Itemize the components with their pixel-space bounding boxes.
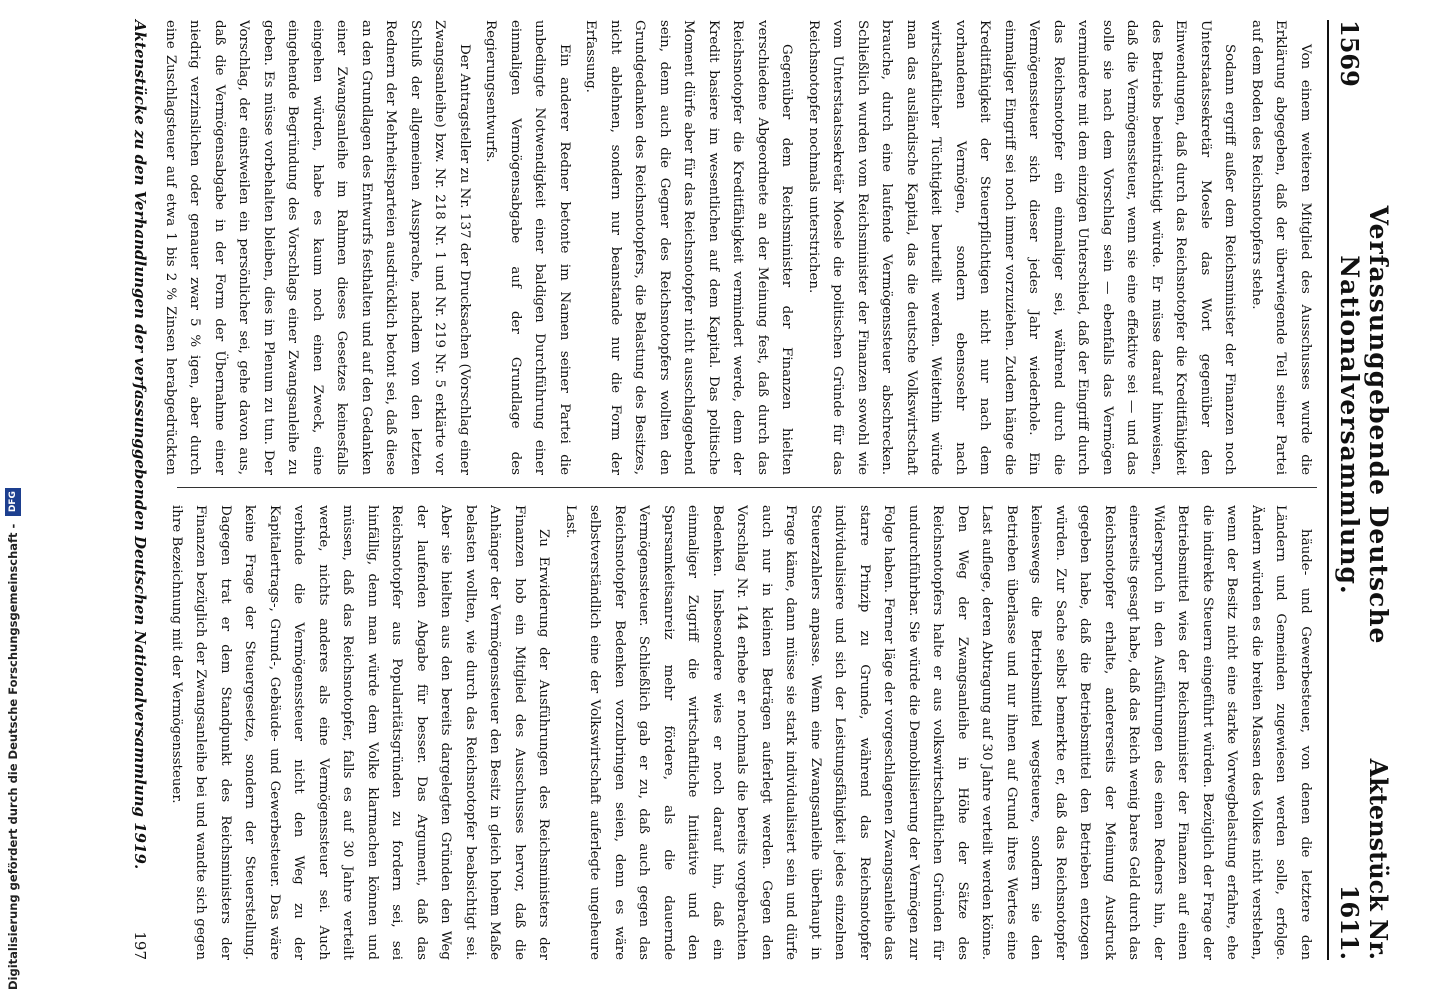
paragraph: Von einem weiteren Mitglied des Ausschusses wurde die Erklärung abgegeben, daß der überwiegende Teil seiner Partei auf dem Boden des Reichsnotopfers stehe. bbox=[1249, 20, 1313, 475]
header-rule bbox=[1327, 20, 1329, 960]
right-column bbox=[162, 505, 1317, 960]
paragraph: Zu Erwiderung der Ausführungen des Reichsministers der Finanzen hob ein Mitglied des Ausschusses hervor, daß die Anhänger der Vermögenssteuer den Besitz in gleich hohem Maße belasten wollten, wie durch das Reichsnotopfer beabsichtigt sei. Aber sie hielten aus den bereits dargelegten Gründen den Weg der laufenden Abgabe für besser. Das Argument, daß das Reichsnotopfer aus Popularitätsgründen zu fordern sei, sei hinfällig, denn man würde dem Volke klarmachen können und müssen, daß das Reichsnotopfer, falls es auf 30 Jahre verteilt werde, nichts anderes als eine Vermögenssteuer sei. Auch verbinde die Vermögenssteuer nicht den Weg zu der Kapitalertrags-, Grund-, Gebäude- und Gewerbesteuer. Das wäre keine Frage der Steuergesetze, sondern der Steuerstellung. Dagegen trat er dem Standpunkt des Reichsministers der Finanzen bezüglich der Zwangsanleihe bei und wandte sich gegen ihre Bezeichnung mit der Vermögenssteuer. bbox=[169, 505, 552, 960]
digitization-notice bbox=[2, 0, 24, 1000]
journal-title: Verfassunggebende Deutsche Nationalversammlung. bbox=[1335, 205, 1393, 645]
page-footer bbox=[125, 20, 155, 960]
dfg-logo-icon: DFG bbox=[5, 488, 21, 516]
sheet-number: 197 bbox=[131, 931, 149, 960]
paragraph: häude- und Gewerbesteuer, von denen die letztere den Ländern und Gemeinden zugewiesen werden solle, erfolge. Ändern würden es die breiten Massen des Volkes nicht verstehen, wenn der Besitz nicht eine starke Vorwegbelastung erfahre, ehe die indirekte Steuern eingeführt würden. Bezüglich der Frage der Betriebsmittel wies der Reichsminister der Finanzen auf einen Widerspruch in den Ausführungen des einen Redners hin, der einerseits gesagt habe, daß das Reich wenig bares Geld durch das Reichsnotopfer erhalte, andererseits der Meinung Ausdruck gegeben habe, daß die Betriebsmittel den Betrieben entzogen würden. Zur Sache selbst bemerkte er, daß das Reichsnotopfer keineswegs die Betriebsmittel wegsteuere, sondern sie den Betrieben überlasse und nur ihnen auf Grund ihres Wertes eine Last auflege, deren Abtragung auf 30 Jahre verteilt werden könne. Den Weg der Zwangsanleihe in Höhe der Sätze des Reichsnotopfers halte er aus volkswirtschaftlichen Gründen für undurchführbar. Sie würde die Demobilisierung der Vermögen zur Folge haben. Ferner läge der vorgeschlagenen Zwangsanleihe das starre Prinzip zu Grunde, während das Reichsnotopfer individualisiere und sich der Leistungsfähigkeit jedes einzelnen Steuerzahlers anpasse. Wenn eine Zwangsanleihe überhaupt in Frage käme, dann müsse sie stark individualisiert sein und dürfe auch nur in kleinen Beträgen auferlegt werden. Gegen den Vorschlag Nr. 144 erhebe er nochmals die bereits vorgebrachten Bedenken. Insbesondere wies er noch darauf hin, daß ein einmaliger Zugriff die wirtschaftliche Initiative und den Sparsamkeitsanreiz mehr fördere, als die dauernde Vermögenssteuer. Schließlich gab er zu, daß auch gegen das Reichsnotopfer Bedenken vorzubringen seien, denn es wäre selbstverständlich eine der Volkswirtschaft auferlegte ungeheure Last. bbox=[563, 505, 1313, 960]
left-column bbox=[162, 20, 1317, 475]
paragraph: Der Antragsteller zu Nr. 137 der Drucksachen (Vorschlag einer Zwangsanleihe) bzw. Nr. 218 Nr. 1 und Nr. 219 Nr. 5 erklärte vor Schluß der allgemeinen Aussprache, nachdem von den letzten Rednern der Mehrheitsparteien ausdrücklich betont sei, daß diese an den Grundlagen des Entwurfs festhalten und auf den Gedanken einer Zwangsanleihe im Rahmen dieses Gesetzes keinesfalls eingehen würden, habe es kaum noch einen Zweck, eine eingehende Begründung des Vorschlags einer Zwangsanleihe zu geben. Es müsse vorbehalten bleiben, dies im Plenum zu tun. Der Vorschlag, der einstweilen ein persönlicher sei, gehe davon aus, daß die Vermögensabgabe in der Form der Übernahme einer niedrig verzinslichen oder genauer zwar 5 % igen, aber durch eine Zuschlagsteuer auf etwa 1 bis 2 % Zinsen herabgedrückten bbox=[163, 20, 472, 475]
paragraph: Sodann ergriff außer dem Reichsminister der Finanzen noch Unterstaatssekretär Moesle das Wort gegenüber den Einwendungen, daß durch das Reichsnotopfer die Kreditfähigkeit des Betriebs beeinträchtigt würde. Er müsse darauf hinweisen, daß die Vermögenssteuer, wenn sie eine effektive sei — und das solle sie nach dem Vorschlag sein — ebenfalls das Vermögen vermindere mit dem einzigen Unterschied, daß der Eingriff durch das Reichsnotopfer ein einmaliger sei, während durch die Vermögenssteuer sich dieser jedes Jahr wiederhole. Ein einmaliger Eingriff sei noch immer vorzuziehen. Zudem hänge die Kreditfähigkeit der Steuerpflichtigen nicht nur nach dem vorhandenen Vermögen, sondern ebensosehr nach wirtschaftlicher Tüchtigkeit beurteilt werden. Weiterhin würde man das ausländische Kapital, das die deutsche Volkswirtschaft brauche, durch eine laufende Vermögenssteuer abschrecken. Schließlich wurden vom Reichsminister der Finanzen sowohl wie vom Unterstaatssekretär Moesle die politischen Gründe für das Reichsnotopfer nochmals unterstrichen. bbox=[806, 20, 1238, 475]
footer-caption: Aktenstücke zu den Verhandlungen der verfassunggebenden Deutschen Nationalversammlung 1919. bbox=[131, 20, 149, 870]
column-divider bbox=[177, 487, 1317, 488]
rotated-page bbox=[95, 0, 1395, 1000]
paragraph: Gegenüber dem Reichsminister der Finanzen hielten verschiedene Abgeordnete an der Meinung fest, daß durch das Reichsnotopfer die Kreditfähigkeit vermindert werde, denn der Kredit basiere im wesentlichen auf dem Kapital. Das politische Moment dürfe aber für das Reichsnotopfer nicht ausschlaggebend sein, denn auch die Gegner des Reichsnotopfers wollten den Grundgedanken des Reichsnotopfers, die Belastung des Besitzes, nicht ablehnen, sondern nur beanstande nur die Form der Erfassung. bbox=[583, 20, 795, 475]
page-number: 1569 bbox=[1335, 20, 1364, 87]
document-label: Aktenstück Nr. 1611. bbox=[1335, 758, 1393, 960]
page-header bbox=[1335, 20, 1393, 960]
notice-text: Digitalisierung gefördert durch die Deutsche Forschungsgemeinschaft - bbox=[6, 523, 20, 990]
paragraph: Ein anderer Redner betonte im Namen seiner Partei die unbedingte Notwendigkeit einer baldigen Durchführung einer einmaligen Vermögensabgabe auf der Grundlage des Regierungsentwurfs. bbox=[483, 20, 572, 475]
